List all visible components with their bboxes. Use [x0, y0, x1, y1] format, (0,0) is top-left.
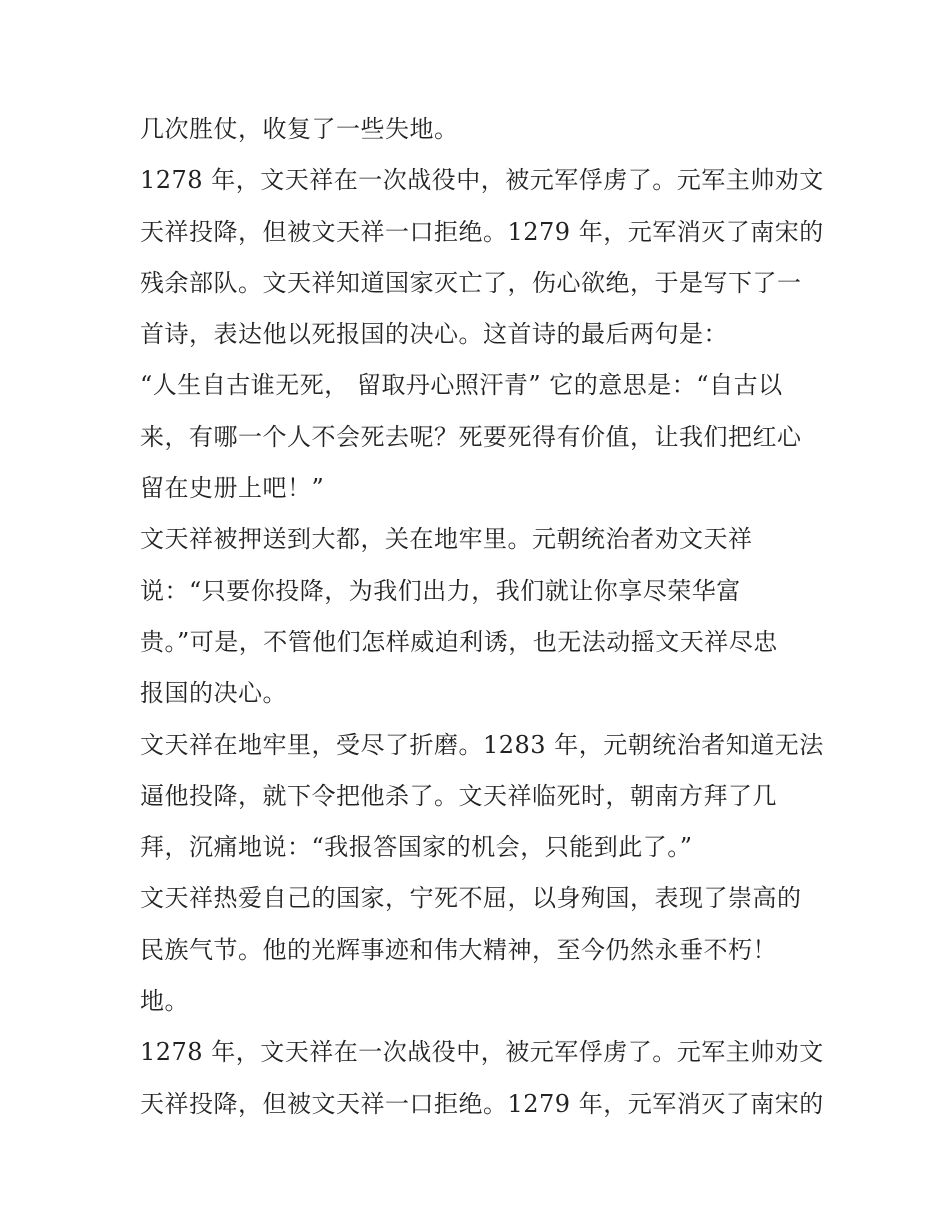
- text-line: 报国的决心。: [140, 679, 287, 708]
- text-line: 天祥投降，但被文天祥一口拒绝。1279 年，元军消灭了南宋的: [140, 217, 824, 246]
- text-line: 文天祥被押送到大都，关在地牢里。元朝统治者劝文天祥: [140, 525, 753, 554]
- text-line: “人生自古谁无死， 留取丹心照汗青” 它的意思是：“自古以: [140, 371, 783, 400]
- text-line: 首诗，表达他以死报国的决心。这首诗的最后两句是：: [140, 320, 728, 349]
- text-line: 文天祥热爱自己的国家，宁死不屈，以身殉国，表现了崇高的: [140, 884, 802, 913]
- text-line: 说：“只要你投降，为我们出力，我们就让你享尽荣华富: [140, 576, 741, 605]
- text-line: 几次胜仗，收复了一些失地。: [140, 115, 459, 143]
- text-line: 地。: [140, 987, 189, 1016]
- text-line: 文天祥在地牢里，受尽了折磨。1283 年，元朝统治者知道无法: [140, 730, 824, 759]
- text-line: 来，有哪一个人不会死去呢？死要死得有价值，让我们把红心: [140, 422, 802, 451]
- text-line: 1278 年，文天祥在一次战役中，被元军俘虏了。元军主帅劝文: [140, 166, 824, 195]
- text-line: 残余部队。文天祥知道国家灭亡了，伤心欲绝，于是写下了一: [140, 268, 802, 297]
- text-line: 贵。”可是，不管他们怎样威迫利诱，也无法动摇文天祥尽忠: [140, 627, 778, 656]
- text-line: 留在史册上吧！”: [140, 474, 325, 503]
- document-body: [140, 104, 830, 1130]
- text-line: 民族气节。他的光辉事迹和伟大精神，至今仍然永垂不朽！: [140, 935, 777, 964]
- text-line: 拜，沉痛地说：“我报答国家的机会，只能到此了。”: [140, 833, 693, 862]
- text-line: 逼他投降，就下令把他杀了。文天祥临死时，朝南方拜了几: [140, 781, 777, 810]
- text-line: 1278 年，文天祥在一次战役中，被元军俘虏了。元军主帅劝文: [140, 1038, 824, 1067]
- text-line: 天祥投降，但被文天祥一口拒绝。1279 年，元军消灭了南宋的: [140, 1089, 824, 1118]
